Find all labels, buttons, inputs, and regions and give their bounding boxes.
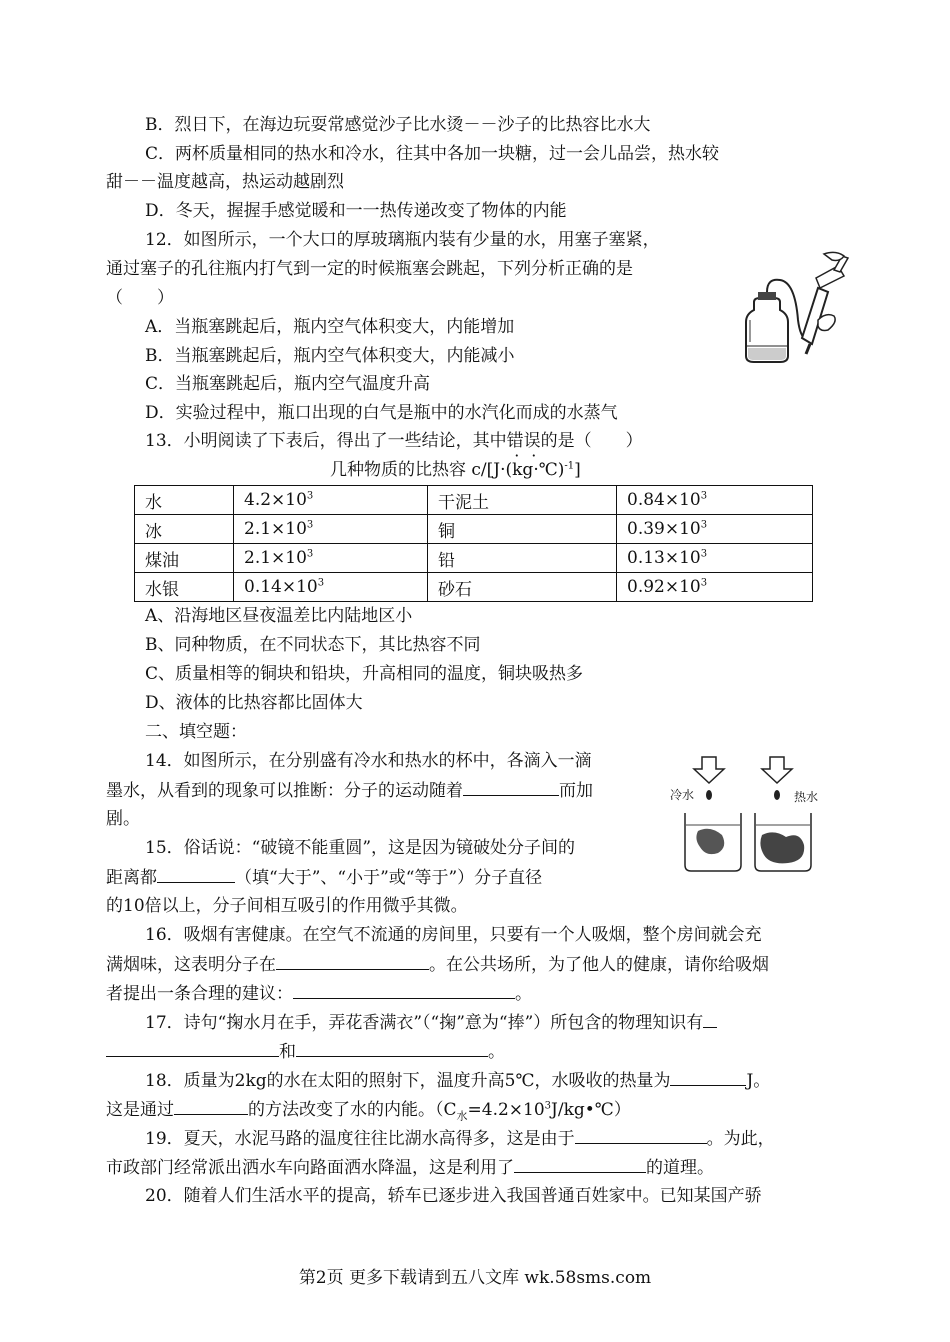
q17-line1: 17．诗句“掬水月在手，弄花香满衣”（“掬”意为“捧”）所包含的物理知识有: [145, 1011, 717, 1034]
table-row: [135, 515, 813, 544]
cold-water-label: 冷水: [670, 788, 695, 802]
substance-name: 砂石: [428, 573, 617, 602]
q17-answer-blank-1[interactable]: [106, 1040, 279, 1057]
q16-answer-blank-2[interactable]: [293, 982, 515, 999]
bottle-pump-figure: [740, 250, 860, 365]
q13-option-c: C、质量相等的铜块和铅块，升高相同的温度，铜块吸热多: [145, 664, 584, 684]
table-row: [135, 573, 813, 602]
ink-beakers-figure: [670, 755, 840, 875]
heat-value: $0.39\times 10^3$: [617, 515, 813, 544]
q12-option-d: D．实验过程中，瓶口出现的白气是瓶中的水汽化而成的水蒸气: [145, 403, 618, 423]
heat-value: $0.14\times 10^3$: [234, 573, 428, 602]
hot-water-label: 热水: [794, 790, 819, 804]
q13-option-b: B、同种物质，在不同状态下，其比热容不同: [145, 635, 481, 655]
section-heading: 二、填空题：: [145, 722, 247, 742]
q16-line1: 16．吸烟有害健康。在空气不流通的房间里，只要有一个人吸烟，整个房间就会充: [145, 925, 762, 945]
q13-option-a: A、沿海地区昼夜温差比内陆地区小: [145, 606, 413, 626]
heat-value: $2.1\times 10^3$: [234, 515, 428, 544]
down-arrow-icon: [694, 757, 724, 783]
q12-option-a: A．当瓶塞跳起后，瓶内空气体积变大，内能增加: [145, 317, 515, 337]
q11-option-d: D．冬天，握握手感觉暖和一一热传递改变了物体的内能: [145, 201, 567, 221]
q13-stem-pre: 13．小明阅读了下表后，得出了一些结论，其中: [145, 431, 507, 451]
table-title-end: ]: [574, 460, 581, 480]
q15-line2: 距离都 （填“大于”、“小于”或“等于”）分子直径: [106, 868, 543, 888]
substance-name: 干泥土: [428, 486, 617, 515]
heat-value: $0.13\times 10^3$: [617, 544, 813, 573]
heat-value: $0.84\times 10^3$: [617, 486, 813, 515]
q12-option-c: C．当瓶塞跳起后，瓶内空气温度升高: [145, 374, 431, 394]
substance-name: 铅: [428, 544, 617, 573]
substance-name: 水银: [135, 573, 234, 602]
substance-name: 冰: [135, 515, 234, 544]
q15-answer-blank[interactable]: [157, 866, 235, 883]
q12-option-b: B．当瓶塞跳起后，瓶内空气体积变大，内能减小: [145, 346, 515, 366]
q13-stem-post: 的是（ ）: [540, 431, 643, 451]
substance-name: 铜: [428, 515, 617, 544]
down-arrow-icon: [762, 757, 792, 783]
specific-heat-table: [134, 485, 813, 602]
heat-value: $4.2\times 10^3$: [234, 486, 428, 515]
q13-stem-emphasis-2: 误: [523, 431, 541, 451]
q12-stem-line2: 通过塞子的孔往瓶内打气到一定的时候瓶塞会跳起，下列分析正确的是: [106, 259, 633, 279]
q18-answer-blank-2[interactable]: [174, 1098, 248, 1115]
q19-answer-blank-1[interactable]: [575, 1127, 707, 1144]
table-row: [135, 486, 813, 515]
q18-line2: 这是通过 的方法改变了水的内能。$(C_水=4.2\times 10^3J/kg•℃)$: [106, 1100, 631, 1123]
q20-line1: 20．随着人们生活水平的提高，轿车已逐步进入我国普通百姓家中。已知某国产骄: [145, 1186, 762, 1206]
q14-line1: 14．如图所示，在分别盛有冷水和热水的杯中，各滴入一滴: [145, 751, 592, 771]
table-title-exponent: -1: [564, 460, 575, 472]
q12-stem-line1: 12．如图所示，一个大口的厚玻璃瓶内装有少量的水，用塞子塞紧，: [145, 230, 660, 250]
q11-option-c-line1: C．两杯质量相同的热水和冷水，往其中各加一块糖，过一会儿品尝，热水较: [145, 144, 720, 164]
q19-answer-blank-2[interactable]: [514, 1156, 646, 1173]
q14-answer-blank[interactable]: [463, 779, 559, 796]
q18-answer-blank-1[interactable]: [670, 1069, 746, 1086]
q13-stem-emphasis-1: 错: [506, 431, 524, 451]
table-title: [330, 459, 581, 481]
table-row: [135, 544, 813, 573]
q11-option-b: B．烈日下，在海边玩耍常感觉沙子比水烫－－沙子的比热容比水大: [145, 115, 651, 135]
q17-answer-blank-2[interactable]: [296, 1040, 488, 1057]
q12-answer-paren: （ ）: [106, 288, 174, 308]
q14-line2: 墨水，从看到的现象可以推断：分子的运动随着 而加: [106, 781, 593, 801]
q16-line2: 满烟味，这表明分子在 。在公共场所，为了他人的健康，请你给吸烟: [106, 955, 769, 975]
q18-line1: 18．质量为2kg的水在太阳的照射下，温度升高5℃，水吸收的热量为 J。: [145, 1071, 771, 1091]
heat-value: $2.1\times 10^3$: [234, 544, 428, 573]
q13-stem: [145, 430, 643, 452]
q17-line2: 和 。: [106, 1040, 505, 1063]
q13-option-d: D、液体的比热容都比固体大: [145, 693, 363, 713]
q16-answer-blank-1[interactable]: [276, 953, 429, 970]
q19-line1: 19．夏天，水泥马路的温度往往比湖水高得多，这是由于 。为此，: [145, 1129, 775, 1149]
q19-line2: 市政部门经常派出洒水车向路面洒水降温，这是利用了 的道理。: [106, 1158, 714, 1178]
q11-option-c-line2: 甜－－温度越高，热运动越剧烈: [106, 172, 344, 192]
q15-line3: 的10倍以上，分子间相互吸引的作用微乎其微。: [106, 896, 468, 916]
q16-line3: 者提出一条合理的建议： 。: [106, 984, 532, 1004]
table-title-text: 几种物质的比热容 c/[J·(kg·℃): [330, 460, 565, 480]
substance-name: 水: [135, 486, 234, 515]
substance-name: 煤油: [135, 544, 234, 573]
q14-line3: 剧。: [106, 809, 140, 829]
page-footer: 第2页 更多下载请到五八文库 wk.58sms.com: [298, 1268, 652, 1288]
heat-value: $0.92\times 10^3$: [617, 573, 813, 602]
beakers-drawing: [670, 755, 840, 875]
q17-answer-blank-1-start[interactable]: [703, 1011, 717, 1028]
q15-line1: 15．俗话说：“破镜不能重圆”，这是因为镜破处分子间的: [145, 838, 576, 858]
